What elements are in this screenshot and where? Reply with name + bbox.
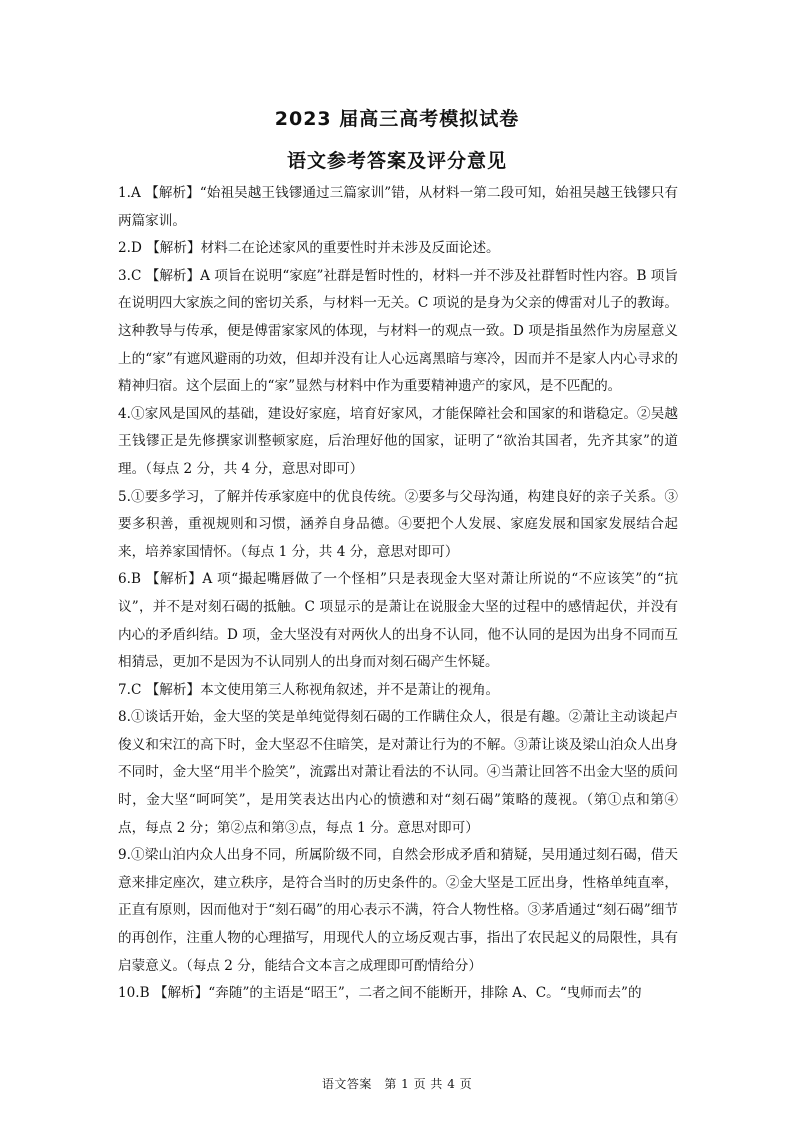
answer-item-9: 9.①梁山泊内众人出身不同，所属阶级不同，自然会形成矛盾和猜疑，吴用通过刻石碣，借天意来排定座次，建立秩序，是符合当时的历史条件的。②金大坚是工匠出身，性格单纯直率，正直有原则，因而他对于“刻石碣”的用心表示不满，符合人物性格。③茅盾通过“刻石碣”细节的再创作，注重人物的心理描写，用现代人的立场反观古事，指出了农民起义的局限性，具有启蒙意义。（每点 2 分，能结合文本言之成理即可酌情给分） [118, 847, 678, 974]
answer-item-4: 4.①家风是国风的基础，建设好家庭，培育好家风，才能保障社会和国家的和谐稳定。②吴越王钱镠正是先修撰家训整顿家庭，后治理好他的国家，证明了“欲治其国者，先齐其家”的道理。（每点 2 分，共 4 分，意思对即可） [118, 405, 678, 477]
exam-title: 2023 届高三高考模拟试卷 [274, 108, 520, 130]
answer-item-7: 7.C 【解析】本文使用第三人称视角叙述，并不是萧让的视角。 [118, 681, 500, 698]
answer-item-1: 1.A 【解析】“始祖吴越王钱镠通过三篇家训”错，从材料一第二段可知，始祖吴越王钱镠只有两篇家训。 [118, 185, 678, 229]
answer-key-subtitle: 语文参考答案及评分意见 [286, 150, 507, 172]
answer-item-10: 10.B 【解析】“奔随”的主语是“昭王”，二者之间不能断开，排除 A、C。“曳师而去”的 [118, 985, 642, 1002]
answer-item-8: 8.①谈话开始，金大坚的笑是单纯觉得刻石碣的工作瞒住众人，很是有趣。②萧让主动谈起卢俊义和宋江的高下时，金大坚忍不住暗笑，是对萧让行为的不解。③萧让谈及梁山泊众人出身不同时，金大坚“用半个脸笑”，流露出对萧让看法的不认同。④当萧让回答不出金大坚的质问时，金大坚“呵呵笑”，是用笑表达出内心的愤懑和对“刻石碣”策略的蔑视。（第①点和第④点，每点 2 分；第②点和第③点，每点 1 分。意思对即可） [118, 709, 678, 836]
answer-item-3: 3.C 【解析】A 项旨在说明“家庭”社群是暂时性的，材料一并不涉及社群暂时性内容。B 项旨在说明四大家族之间的密切关系，与材料一无关。C 项说的是身为父亲的傅雷对儿子的教诲。这种教导与传承，便是傅雷家家风的体现，与材料一的观点一致。D 项是指虽然作为房屋意义上的“家”有遮风避雨的功效，但却并没有让人心远离黑暗与寒冷，因而并不是家人内心寻求的精神归宿。这个层面上的“家”显然与材料中作为重要精神遗产的家风，是不匹配的。 [118, 267, 678, 395]
answer-list [118, 180, 678, 1008]
answer-item-6: 6.B 【解析】A 项“撮起嘴唇做了一个怪相”只是表现金大坚对萧让所说的“不应该笑”的“抗议”，并不是对刻石碣的抵触。C 项显示的是萧让在说服金大坚的过程中的感情起伏，并没有内心的矛盾纠结。D 项，金大坚没有对两伙人的出身不认同，他不认同的是因为出身不同而互相猜忌，更加不是因为不认同别人的出身而对刻石碣产生怀疑。 [118, 571, 678, 671]
answer-item-5: 5.①要多学习，了解并传承家庭中的优良传统。②要多与父母沟通，构建良好的亲子关系。③要多积善，重视规则和习惯，涵养自身品德。④要把个人发展、家庭发展和国家发展结合起来，培养家国情怀。（每点 1 分，共 4 分，意思对即可） [118, 488, 678, 560]
answer-item-2: 2.D 【解析】材料二在论述家风的重要性时并未涉及反面论述。 [118, 240, 500, 257]
page-footer: 语文答案 第 1 页 共 4 页 [321, 1077, 473, 1091]
